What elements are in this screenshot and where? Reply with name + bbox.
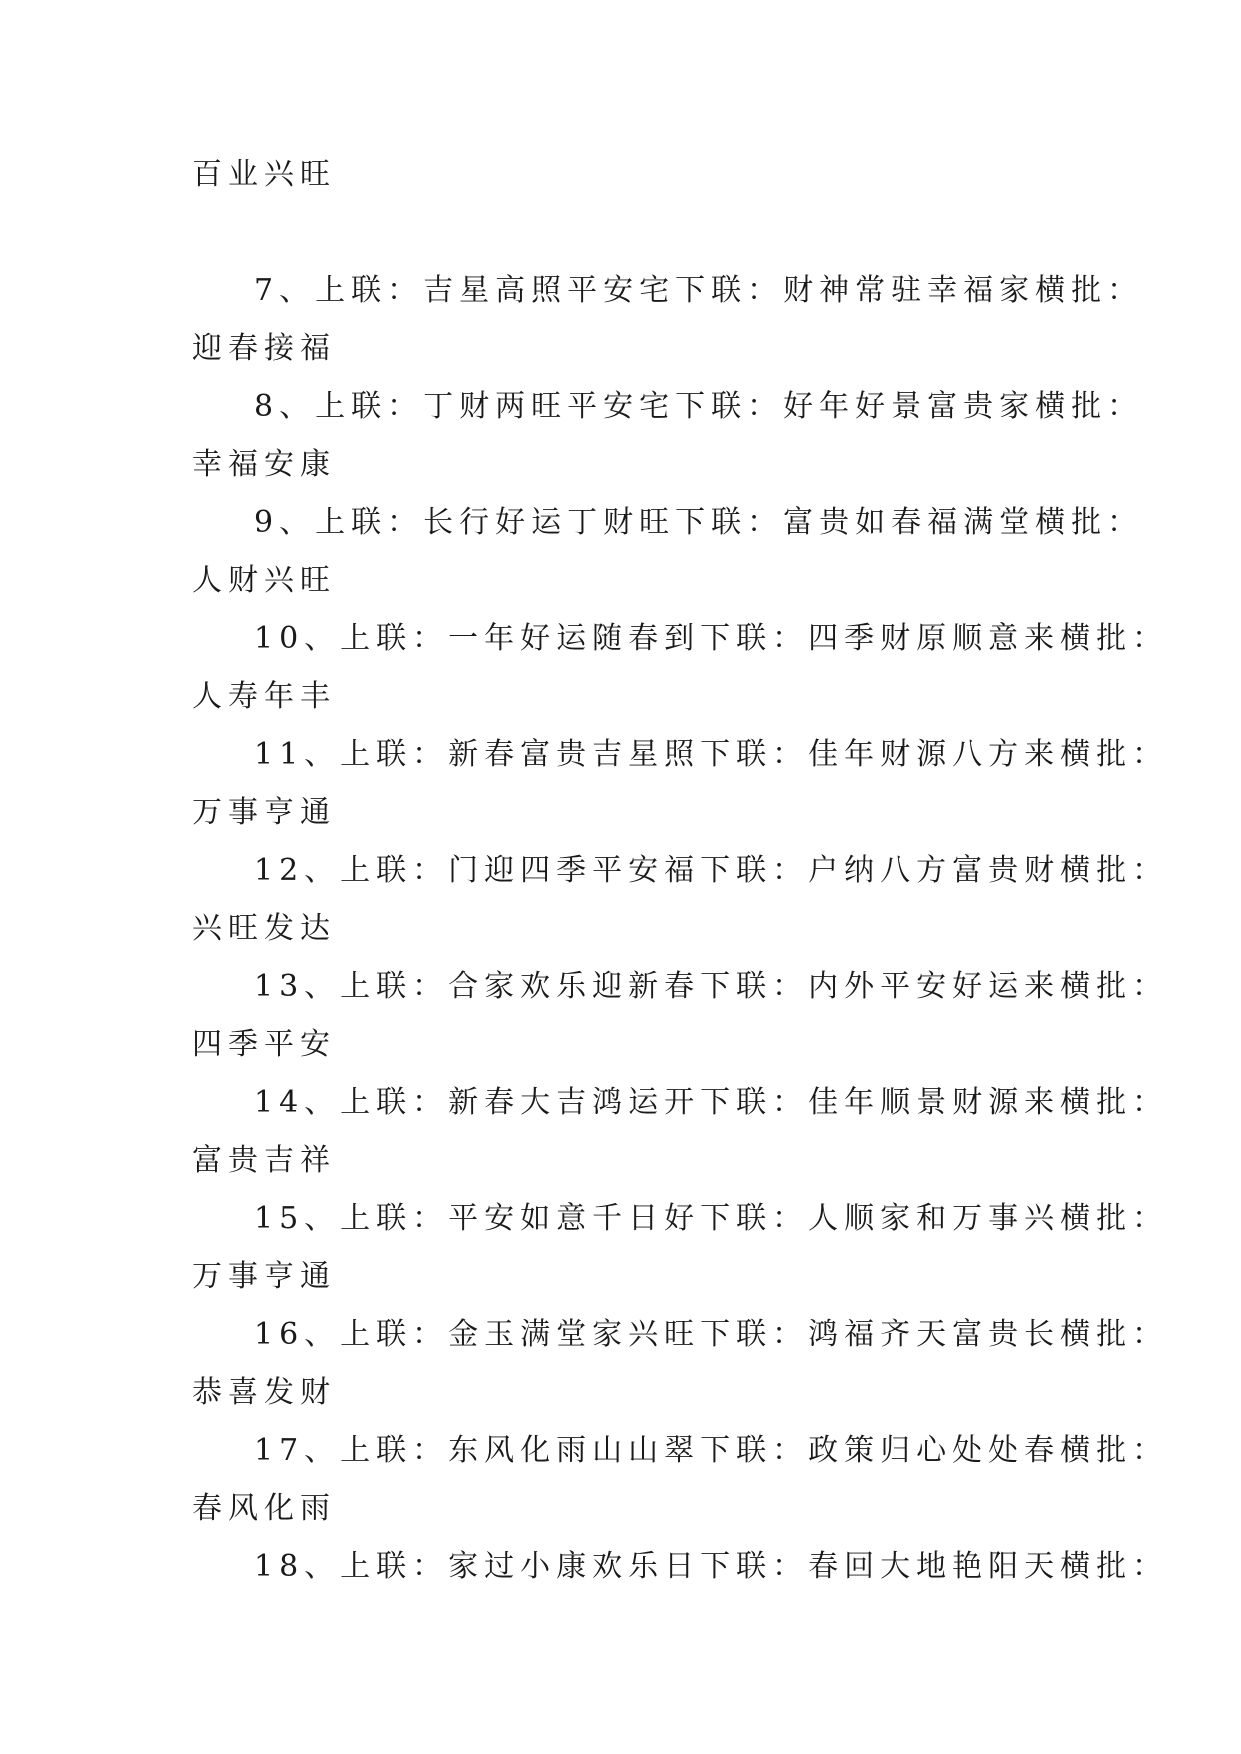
couplet-text: 9、上联：长行好运丁财旺下联：富贵如春福满堂横批：	[254, 505, 1144, 540]
couplet-text: 18、上联：家过小康欢乐日下联：春回大地艳阳天横批：	[254, 1549, 1169, 1584]
couplet-entry-9	[192, 504, 1144, 620]
couplet-banner: 万事亨通	[192, 1259, 336, 1294]
couplet-text: 7、上联：吉星高照平安宅下联：财神常驻幸福家横批：	[254, 273, 1144, 308]
couplet-entry-15	[192, 1200, 1169, 1316]
couplet-entry-17	[192, 1432, 1169, 1548]
couplet-text: 10、上联：一年好运随春到下联：四季财原顺意来横批：	[254, 621, 1169, 656]
couplet-entry-13	[192, 968, 1169, 1084]
couplet-text: 14、上联：新春大吉鸿运开下联：佳年顺景财源来横批：	[254, 1085, 1169, 1120]
line-text: 百业兴旺	[192, 157, 336, 192]
couplet-banner: 幸福安康	[192, 447, 336, 482]
continuation-line	[192, 156, 1072, 194]
couplet-entry-11	[192, 736, 1169, 852]
couplet-banner: 兴旺发达	[192, 911, 336, 946]
couplet-text: 16、上联：金玉满堂家兴旺下联：鸿福齐天富贵长横批：	[254, 1317, 1169, 1352]
couplet-banner: 迎春接福	[192, 331, 336, 366]
couplet-banner: 四季平安	[192, 1027, 336, 1062]
couplet-entry-12	[192, 852, 1169, 968]
couplet-text: 15、上联：平安如意千日好下联：人顺家和万事兴横批：	[254, 1201, 1169, 1236]
couplet-entry-14	[192, 1084, 1169, 1200]
couplet-entry-16	[192, 1316, 1169, 1432]
couplet-entry-18	[192, 1548, 1169, 1586]
couplet-banner: 人财兴旺	[192, 563, 336, 598]
couplet-text: 12、上联：门迎四季平安福下联：户纳八方富贵财横批：	[254, 853, 1169, 888]
couplet-text: 11、上联：新春富贵吉星照下联：佳年财源八方来横批：	[254, 737, 1169, 772]
couplet-text: 8、上联：丁财两旺平安宅下联：好年好景富贵家横批：	[254, 389, 1144, 424]
couplet-banner: 春风化雨	[192, 1491, 336, 1526]
couplet-entry-7	[192, 272, 1144, 388]
couplet-text: 17、上联：东风化雨山山翠下联：政策归心处处春横批：	[254, 1433, 1169, 1468]
couplet-entry-8	[192, 388, 1144, 504]
couplet-banner: 人寿年丰	[192, 679, 336, 714]
couplet-banner: 万事亨通	[192, 795, 336, 830]
couplet-banner: 恭喜发财	[192, 1375, 336, 1410]
document-body	[192, 156, 1169, 1586]
couplet-text: 13、上联：合家欢乐迎新春下联：内外平安好运来横批：	[254, 969, 1169, 1004]
couplet-entry-10	[192, 620, 1169, 736]
couplet-banner: 富贵吉祥	[192, 1143, 336, 1178]
